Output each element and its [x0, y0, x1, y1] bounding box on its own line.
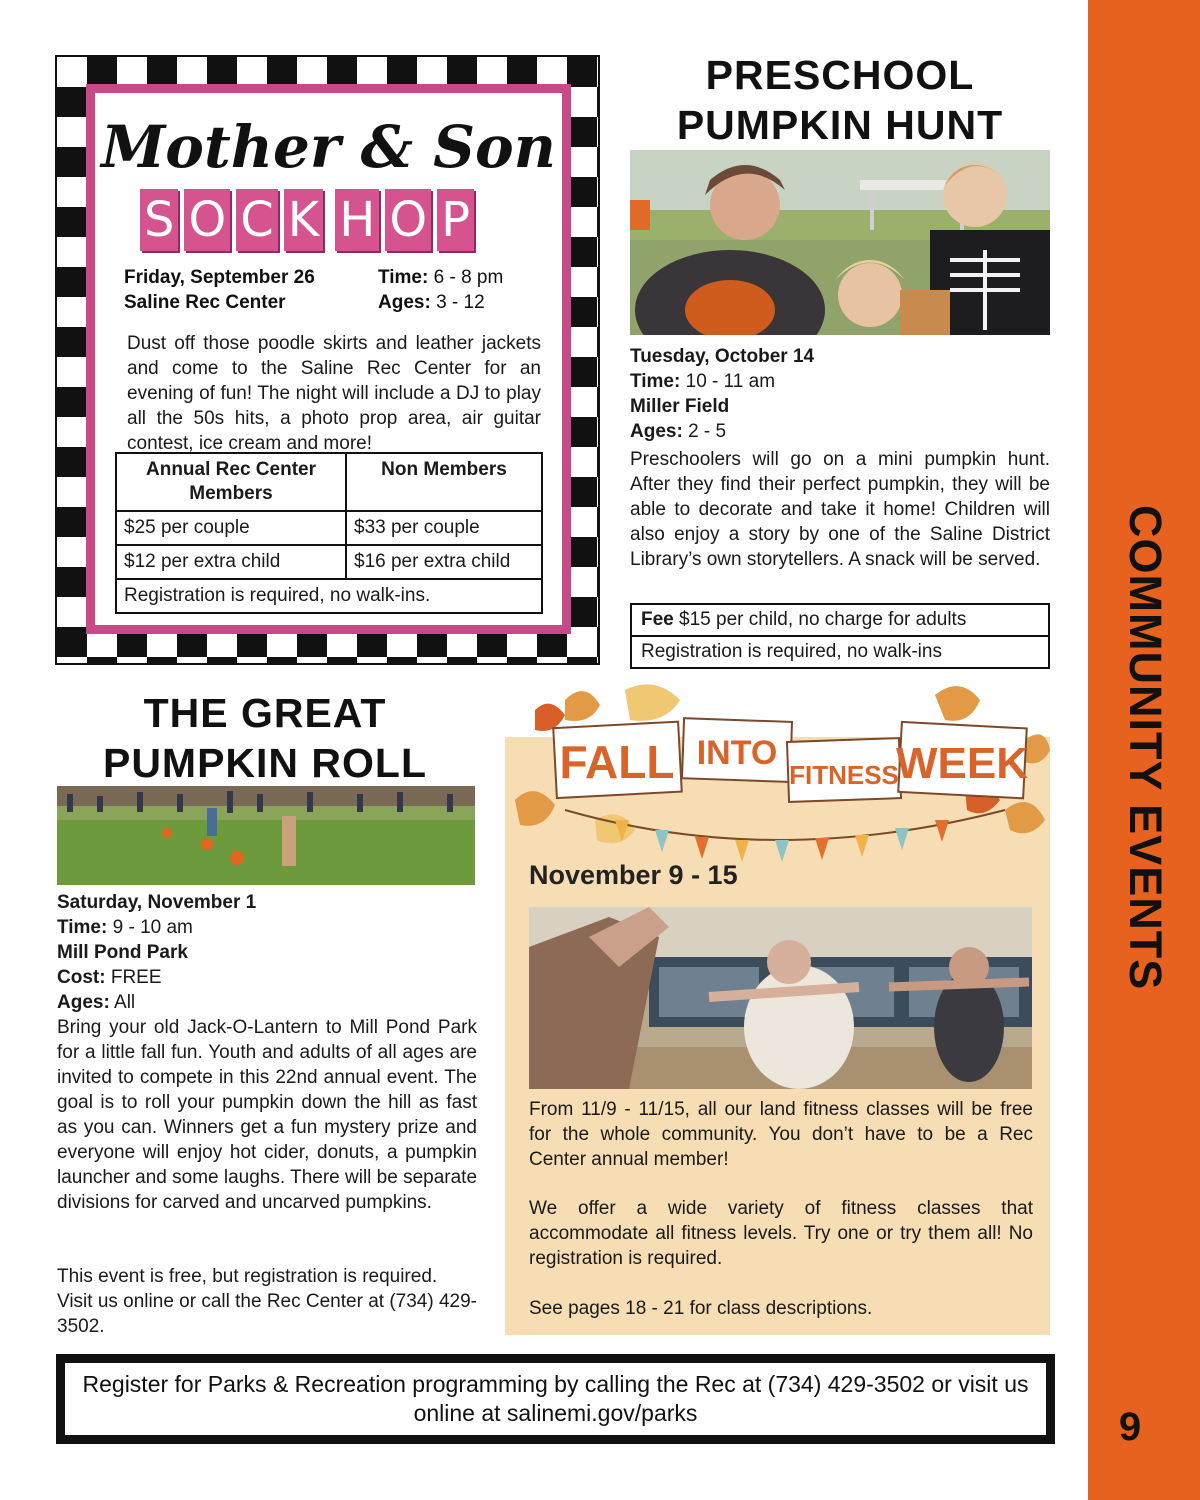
ages-value: 3 - 12	[436, 292, 485, 313]
table-cell: $16 per extra child	[346, 545, 542, 579]
pumpkin-roll-title-line2: PUMPKIN ROLL	[102, 740, 428, 786]
ages-label: Ages:	[630, 421, 683, 442]
registration-footer	[56, 1354, 1055, 1444]
table-row	[116, 545, 542, 579]
pumpkin-roll-description: Bring your old Jack-O-Lantern to Mill Pond Park for a little fall fun. Youth and adults of all ages are invited to compete in this 22nd annual event. The goal is to roll your pumpkin down the hill as fast as you can. Winners get a fun mystery prize and everyone will enjoy hot cider, donuts, a pumpkin launcher and some laughs. There will be separate divisions for carved and uncarved pumpkins.	[57, 1017, 478, 1213]
sock-hop-title	[140, 189, 474, 251]
fitness-banner-word: WEEK	[896, 739, 1028, 788]
pumpkin-roll-title	[60, 688, 470, 788]
sock-hop-letter: H	[335, 189, 379, 251]
pumpkin-roll-cost	[57, 965, 477, 990]
preschool-title-line2: PUMPKIN HUNT	[676, 102, 1004, 148]
preschool-location: Miller Field	[630, 396, 730, 417]
fitness-week-banner	[505, 680, 1050, 880]
sock-hop-script-title: Mother & Son	[101, 113, 556, 181]
time-value: 10 - 11 am	[685, 371, 776, 392]
sock-hop-letter: O	[385, 189, 431, 251]
table-header-row	[116, 453, 542, 511]
ages-label: Ages:	[57, 992, 110, 1013]
fee-value: $15 per child, no charge for adults	[679, 609, 967, 630]
fitness-photo	[529, 907, 1032, 1089]
pumpkin-roll-note: This event is free, but registration is required. Visit us online or call the Rec Center at (734) 429-3502.	[57, 1266, 477, 1337]
time-value: 9 - 10 am	[112, 917, 193, 938]
sock-hop-price-table	[115, 452, 543, 614]
cost-value: FREE	[110, 967, 162, 988]
ages-value: All	[114, 992, 136, 1013]
preschool-photo	[630, 150, 1050, 335]
time-label: Time:	[57, 917, 108, 938]
sock-hop-location: Saline Rec Center	[124, 292, 286, 313]
sidebar	[1088, 0, 1200, 1500]
pumpkin-roll-date: Saturday, November 1	[57, 892, 257, 913]
fitness-banner-word: FALL	[559, 736, 675, 788]
time-label: Time:	[630, 371, 681, 392]
fitness-banner-word: FITNESS	[789, 760, 899, 790]
cost-label: Cost:	[57, 967, 106, 988]
table-cell: $12 per extra child	[116, 545, 346, 579]
preschool-date: Tuesday, October 14	[630, 346, 815, 367]
table-header: Annual Rec Center Members	[116, 453, 346, 511]
sock-hop-card	[86, 84, 571, 634]
preschool-description: Preschoolers will go on a mini pumpkin hunt. After they find their perfect pumpkin, they will be able to decorate and take it home! Children will also enjoy a story by one of the Saline District Library’s own storytellers. A snack will be served.	[630, 449, 1050, 570]
fitness-banner-word: INTO	[696, 734, 778, 772]
preschool-ages	[630, 419, 1050, 444]
table-cell: $33 per couple	[346, 511, 542, 545]
table-row	[631, 636, 1049, 668]
fee-label: Fee	[641, 609, 674, 630]
table-row	[116, 579, 542, 613]
sock-hop-date: Friday, September 26	[124, 267, 315, 288]
sock-hop-letter: K	[284, 189, 323, 251]
sock-hop-letter: O	[184, 189, 230, 251]
sock-hop-letter: P	[437, 189, 474, 251]
ages-label: Ages:	[378, 292, 431, 313]
pumpkin-roll-location: Mill Pond Park	[57, 942, 188, 963]
preschool-time	[630, 369, 1050, 394]
pumpkin-roll-details	[57, 890, 477, 1015]
fitness-description-3: See pages 18 - 21 for class descriptions.	[529, 1298, 873, 1319]
table-cell: $25 per couple	[116, 511, 346, 545]
preschool-details	[630, 344, 1050, 444]
sock-hop-time	[378, 265, 503, 290]
table-row	[116, 511, 542, 545]
sock-hop-letter: S	[140, 189, 178, 251]
table-header: Non Members	[346, 453, 542, 511]
pumpkin-roll-ages	[57, 990, 477, 1015]
pumpkin-roll-photo	[57, 786, 475, 885]
sock-hop-description: Dust off those poodle skirts and leather jackets and come to the Saline Rec Center for an evening of fun! The night will include a DJ to play all the 50s hits, a photo prop area, air guitar contest, ice cream and more!	[127, 333, 541, 454]
sock-hop-inner	[95, 93, 562, 625]
registration-note: Registration is required, no walk-ins.	[116, 579, 542, 613]
fitness-description-2: We offer a wide variety of fitness classes that accommodate all fitness levels. Try one or try them all! No registration is required.	[529, 1198, 1033, 1269]
pumpkin-roll-title-line1: THE GREAT	[143, 690, 387, 736]
page-number: 9	[1118, 1405, 1142, 1449]
preschool-fee-table	[630, 603, 1050, 669]
preschool-title	[630, 50, 1050, 150]
preschool-title-line1: PRESCHOOL	[705, 52, 975, 98]
pumpkin-roll-time	[57, 915, 477, 940]
fitness-description-1: From 11/9 - 11/15, all our land fitness classes will be free for the whole community. You don’t have to be a Rec Center annual member!	[529, 1099, 1033, 1170]
ages-value: 2 - 5	[688, 421, 727, 442]
sock-hop-ages	[378, 290, 485, 315]
sidebar-section-label: COMMUNITY EVENTS	[1120, 505, 1171, 991]
time-label: Time:	[378, 267, 429, 288]
table-row	[631, 604, 1049, 636]
registration-footer-text: Register for Parks & Recreation programming by calling the Rec at (734) 429-3502 or visit us online at salinemi.gov/parks	[82, 1371, 1029, 1426]
fee-cell	[631, 604, 1049, 636]
fitness-week-date: November 9 - 15	[529, 860, 738, 890]
sock-hop-letter: C	[236, 189, 278, 251]
time-value: 6 - 8 pm	[433, 267, 504, 288]
registration-note: Registration is required, no walk-ins	[631, 636, 1049, 668]
